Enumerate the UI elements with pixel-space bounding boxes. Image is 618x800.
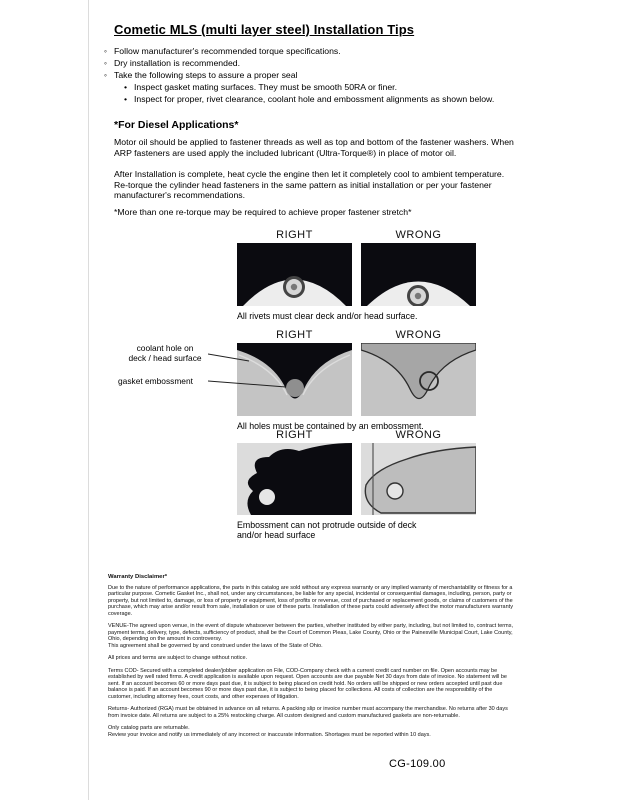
page-title: Cometic MLS (multi layer steel) Installation Tips (114, 22, 415, 37)
figure-rivets (237, 229, 476, 321)
warranty-heading: Warranty Disclaimer* (108, 574, 168, 580)
right-label: RIGHT (276, 229, 313, 241)
list-item-text: Inspect gasket mating surfaces. They must be smooth 50RA or finer. (134, 82, 398, 92)
list-item (104, 57, 494, 69)
bullet-circle-icon: ◦ (104, 70, 108, 80)
warranty-returns-paragraph: Returns- Authorized (RGA) must be obtained in advance on all returns. A packing slip or invoice number must accompany the merchandise. No returns after 30 days from invoice date. All returns are subject to a 25% restocking charge. All custom designed and custom manufactured gaskets are non-returnable. (108, 706, 508, 719)
tips-list (104, 45, 494, 105)
annotation-gasket-embossment: gasket embossment (118, 376, 193, 386)
list-item-text: Inspect for proper, rivet clearance, coolant hole and embossment alignments as shown below. (134, 94, 495, 104)
annotation-coolant-hole (123, 344, 207, 363)
figure-panels (237, 443, 476, 515)
list-item (124, 81, 494, 93)
warranty-terms-paragraph: Terms COD- Secured with a completed dealer/jobber application on File, COD-Company check with a current credit card number on file. Open accounts may be established by well rated firms. A credit application is available upon request. Open accounts are due payable Net 30 days from date of invoice. No statement will be sent. If an account becomes 60 or more days past due, it is subject to being placed on credit hold. No orders will be shipped or new orders accepted until past due balance is paid. If an account becomes 90 or more days past due, it is subject to being placed for collections. All costs of collection are the responsibility of the customer, including attorney fees, court costs, and other expenses of litigation. (108, 667, 507, 700)
diesel-heading: *For Diesel Applications* (114, 119, 239, 131)
warranty-catalog-line: Only catalog parts are returnable. (108, 725, 190, 731)
hole-circle (387, 483, 403, 499)
bullet-dot-icon: • (124, 82, 128, 92)
annotation-text: coolant hole on (136, 343, 194, 353)
figure-caption-line: Embossment can not protrude outside of deck (237, 520, 417, 530)
hole-circle (259, 489, 275, 505)
list-item-text: Dry installation is recommended. (114, 58, 241, 68)
fig3-wrong-diagram (361, 443, 476, 515)
fig1-wrong-diagram (361, 243, 476, 306)
fig3-right-diagram (237, 443, 352, 515)
list-item (104, 69, 494, 81)
warranty-venue-paragraph: VENUE-The agreed upon venue, in the event of dispute whatsoever between the parties, whether instituted by either party, including, but not limited to, contract terms, payment terms, delivery, type, defects, sufficiency of product, shall be the Court of Common Pleas, Lake County, Ohio or the Painesville Municipal Court, Lake County, Ohio, depending on the amount in controversy. (108, 623, 513, 642)
figure-panels (237, 243, 476, 306)
warranty-section (108, 574, 514, 744)
page-code: CG-109.00 (389, 758, 446, 770)
figure-caption: All holes must be contained by an embossment. (237, 421, 424, 431)
figure-caption: All rivets must clear deck and/or head surface. (237, 311, 418, 321)
wrong-label: WRONG (395, 229, 442, 241)
page-edge-line (88, 0, 89, 800)
fig1-right-diagram (237, 243, 352, 306)
diesel-para-retorque: After Installation is complete, heat cycle the engine then let it completely cool to ambient temperature. Re-torque the cylinder head fasteners in the same pattern as initial installation or per your fastener manufacturer's recommendations. (114, 169, 505, 201)
diesel-para-oil: Motor oil should be applied to fastener threads as well as top and bottom of the fastener washers. When ARP fasteners are used apply the included lubricant (Ultra-Torque®) in place of motor oil. (114, 137, 514, 158)
fig2-wrong-diagram (361, 343, 476, 416)
annotation-pointer-lines (208, 346, 290, 396)
bullet-circle-icon: ◦ (104, 58, 108, 68)
warranty-governed-line: This agreement shall be governed by and construed under the laws of the State of Ohio. (108, 642, 323, 649)
figure-protrusion (237, 429, 476, 540)
wrong-label: WRONG (395, 429, 442, 441)
figure-label-row (237, 229, 476, 241)
warranty-review-line: Review your invoice and notify us immediately of any incorrect or inaccurate information. Shortages must be reported within 10 days. (108, 731, 431, 738)
figure-caption (237, 520, 476, 540)
figure-caption-line: and/or head surface (237, 530, 316, 540)
annotation-text: deck / head surface (128, 352, 202, 363)
figure-label-row (237, 429, 476, 441)
right-label: RIGHT (276, 329, 313, 341)
wrong-label: WRONG (395, 329, 442, 341)
warranty-prices-line: All prices and terms are subject to change without notice. (108, 655, 248, 661)
bullet-dot-icon: • (124, 94, 128, 104)
bullet-circle-icon: ◦ (104, 46, 108, 56)
list-item-text: Take the following steps to assure a proper seal (114, 70, 298, 80)
warranty-disclaimer-paragraph: Due to the nature of performance applications, the parts in this catalog are sold without any express warranty or any implied warranty of merchantability or fitness for a particular purpose. Cometic Gasket Inc., shall not, under any circumstances, be liable for any special, incidental or consequential damages, including, person, party or property, but not limited to, damage, or loss of property or equipment, loss of profits or revenue, cost of purchased or replacement goods, or claims of customers of the purchase, which may arise and/or result from sale, installation or use of these parts. Installation of these parts could adversely affect the motor manufacturers warranty coverage. (108, 584, 513, 617)
list-item (104, 45, 494, 57)
list-item-text: Follow manufacturer's recommended torque specifications. (114, 46, 341, 56)
right-label: RIGHT (276, 429, 313, 441)
diesel-para-note: *More than one re-torque may be required to achieve proper fastener stretch* (114, 207, 412, 217)
figure-label-row (237, 329, 476, 341)
list-item (124, 93, 494, 105)
